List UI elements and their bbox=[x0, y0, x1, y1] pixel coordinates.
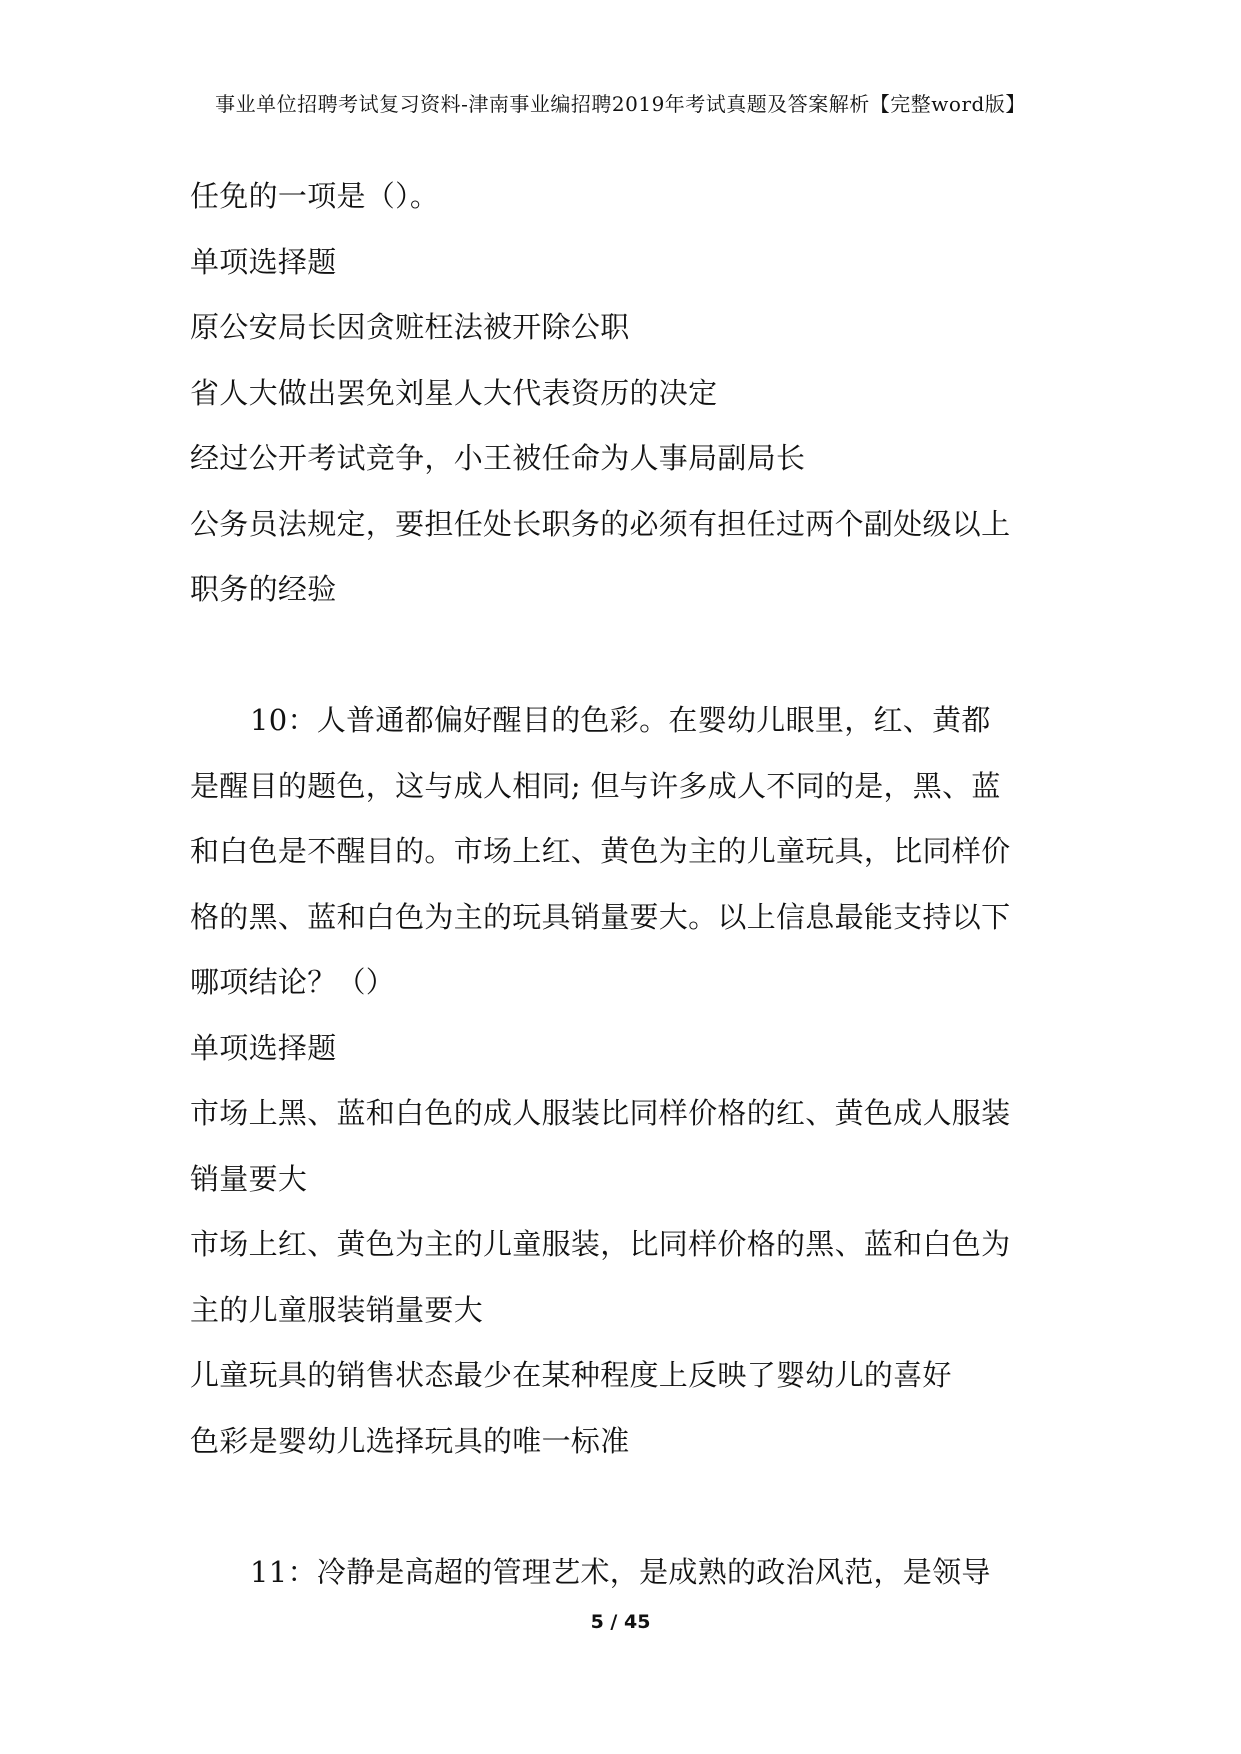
question-11-stem-line: 11：冷静是高超的管理艺术，是成熟的政治风范，是领导 bbox=[250, 1554, 991, 1589]
question-9-option-a: 原公安局长因贪赃枉法被开除公职 bbox=[190, 310, 630, 344]
question-10-stem-line: 10：人普通都偏好醒目的色彩。在婴幼儿眼里，红、黄都 bbox=[250, 703, 991, 737]
question-10-option-d: 色彩是婴幼儿选择玩具的唯一标准 bbox=[190, 1423, 630, 1458]
question-10-option-b-cont: 主的儿童服装销量要大 bbox=[190, 1292, 484, 1327]
question-10-type: 单项选择题 bbox=[190, 1030, 337, 1065]
question-9-option-d: 公务员法规定，要担任处长职务的必须有担任过两个副处级以上 bbox=[190, 506, 1011, 541]
question-10-stem-line: 和白色是不醒目的。市场上红、黄色为主的儿童玩具，比同样价 bbox=[190, 834, 1011, 868]
page-header: 事业单位招聘考试复习资料-津南事业编招聘2019年考试真题及答案解析【完整word版】 bbox=[215, 92, 1026, 116]
question-10-option-a-cont: 销量要大 bbox=[190, 1161, 308, 1196]
question-9-option-d-cont: 职务的经验 bbox=[190, 572, 337, 606]
question-9-type: 单项选择题 bbox=[190, 244, 337, 279]
question-10-stem-line: 哪项结论？（） bbox=[190, 965, 396, 999]
question-10-stem-line: 格的黑、蓝和白色为主的玩具销量要大。以上信息最能支持以下 bbox=[190, 899, 1011, 934]
question-10-option-a: 市场上黑、蓝和白色的成人服装比同样价格的红、黄色成人服装 bbox=[190, 1096, 1011, 1130]
question-9-stem-tail: 任免的一项是（）。 bbox=[190, 179, 440, 213]
document-body bbox=[190, 164, 1060, 1605]
question-10-option-b: 市场上红、黄色为主的儿童服装，比同样价格的黑、蓝和白色为 bbox=[190, 1227, 1011, 1261]
question-10-option-c: 儿童玩具的销售状态最少在某种程度上反映了婴幼儿的喜好 bbox=[190, 1358, 952, 1392]
page-number: 5 / 45 bbox=[590, 1611, 651, 1633]
question-9-option-b: 省人大做出罢免刘星人大代表资历的决定 bbox=[190, 375, 718, 410]
question-10-stem-line: 是醒目的题色，这与成人相同; 但与许多成人不同的是，黑、蓝 bbox=[190, 768, 1001, 803]
paragraph-gap bbox=[190, 1474, 1060, 1540]
question-9-option-c: 经过公开考试竞争，小王被任命为人事局副局长 bbox=[190, 441, 806, 475]
paragraph-gap bbox=[190, 623, 1060, 689]
